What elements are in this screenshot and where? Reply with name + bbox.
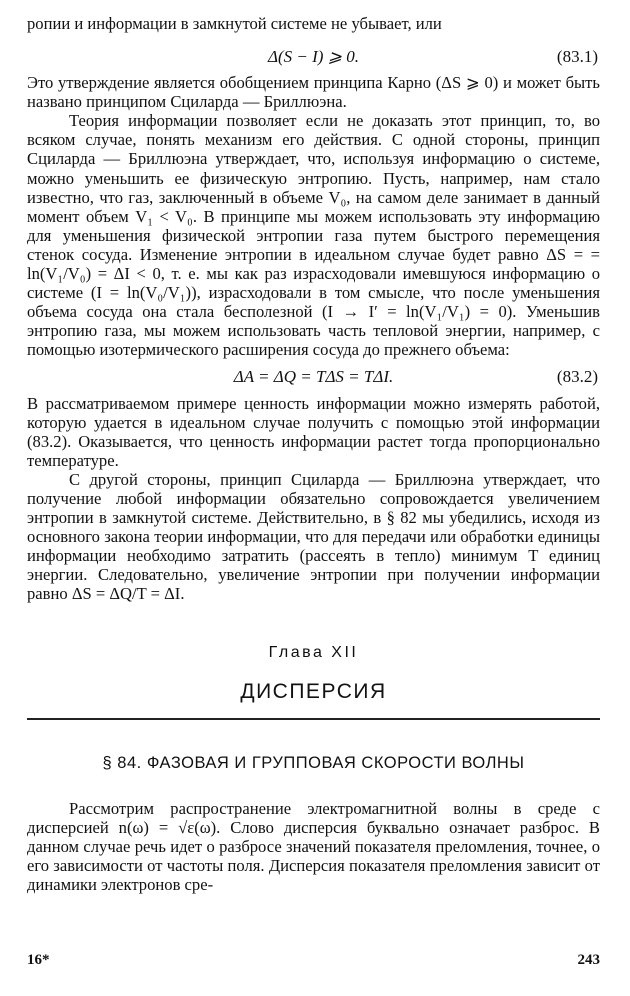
paragraph-continuation: ропии и информации в замкнутой системе не убывает, или [27,14,442,33]
equation-83-2 [27,360,600,394]
paragraph-information-theory: Теория информации позволяет если не доказать этот принцип, то, во всяком случае, понять механизм его действия. С одной стороны, принцип Сциларда — Бриллюэна утверждает, что, используя информацию о системе, можно уменьшить ее физическую энтропию. Пусть, например, нам стало известно, что газ, заключенный в объеме V₀, на самом деле занимает в данный момент объем V₁ < V₀. В принципе мы можем использовать эту информацию для уменьшения физической энтропии газа путем быстрого перемещения стенок сосуда. Изменение энтропии в идеальном случае будет равно ΔS = = ln(V₁/V₀) = ΔI < 0, т. е. мы как раз израсходовали имевшуюся информацию о системе (I = ln(V₀/V₁)), израсходовали в том смысле, что после уменьшения объема сосуда она стала бесполезной (I → I′ = ln(V₁/V₁) = 0). Уменьшив энтропию газа, мы можем использовать часть тепловой энергии, например, с помощью изотермического расширения сосуда до прежнего объема: [27,111,600,360]
equation-formula: ΔA = ΔQ = TΔS = TΔI. [233,366,394,386]
paragraph-entropy-increase: С другой стороны, принцип Сциларда — Бриллюэна утверждает, что получение любой информации обязательно сопровождается увеличением энтропии в замкнутой системе. Действительно, в § 82 мы убедились, исходя из основного закона теории информации, что для передачи или обработки единицы информации необходимо затратить (рассеять в тепло) минимум T единиц энергии. Следовательно, увеличение энтропии при получении информации равно ΔS = ΔQ/T = ΔI. [27,469,600,604]
equation-formula: Δ(S − I) ⩾ 0. [268,47,359,67]
chapter-divider [27,718,600,720]
paragraph-dispersion: Рассмотрим распространение электромагнитной волны в среде с дисперсией n(ω) = √ε(ω). Слово дисперсия буквально означает разброс. В данном случае речь идет о разбросе значений показателя преломления, точнее, о его зависимости от частоты поля. Дисперсия показателя преломления зависит от динамики электронов сре- [27,798,600,894]
equation-83-1 [27,33,600,73]
signature-mark: 16* [27,952,50,968]
chapter-label: Глава XII [268,643,359,661]
equation-number: (83.2) [556,366,598,386]
paragraph-carnot: Это утверждение является обобщением принципа Карно (ΔS ⩾ 0) и может быть названо принципом Сциларда — Бриллюэна. [27,73,600,112]
chapter-title: ДИСПЕРСИЯ [240,679,387,703]
paragraph-value-of-information: В рассматриваемом примере ценность информации можно измерять работой, которую удается в идеальном случае получить с помощью этой информации (83.2). Оказывается, что ценность информации растет тогда пропорционально температуре. [27,393,600,470]
page-body [27,14,600,894]
page-number: 243 [577,952,600,968]
equation-number: (83.1) [556,47,598,67]
section-title: § 84. ФАЗОВАЯ И ГРУППОВАЯ СКОРОСТИ ВОЛНЫ [102,753,525,772]
